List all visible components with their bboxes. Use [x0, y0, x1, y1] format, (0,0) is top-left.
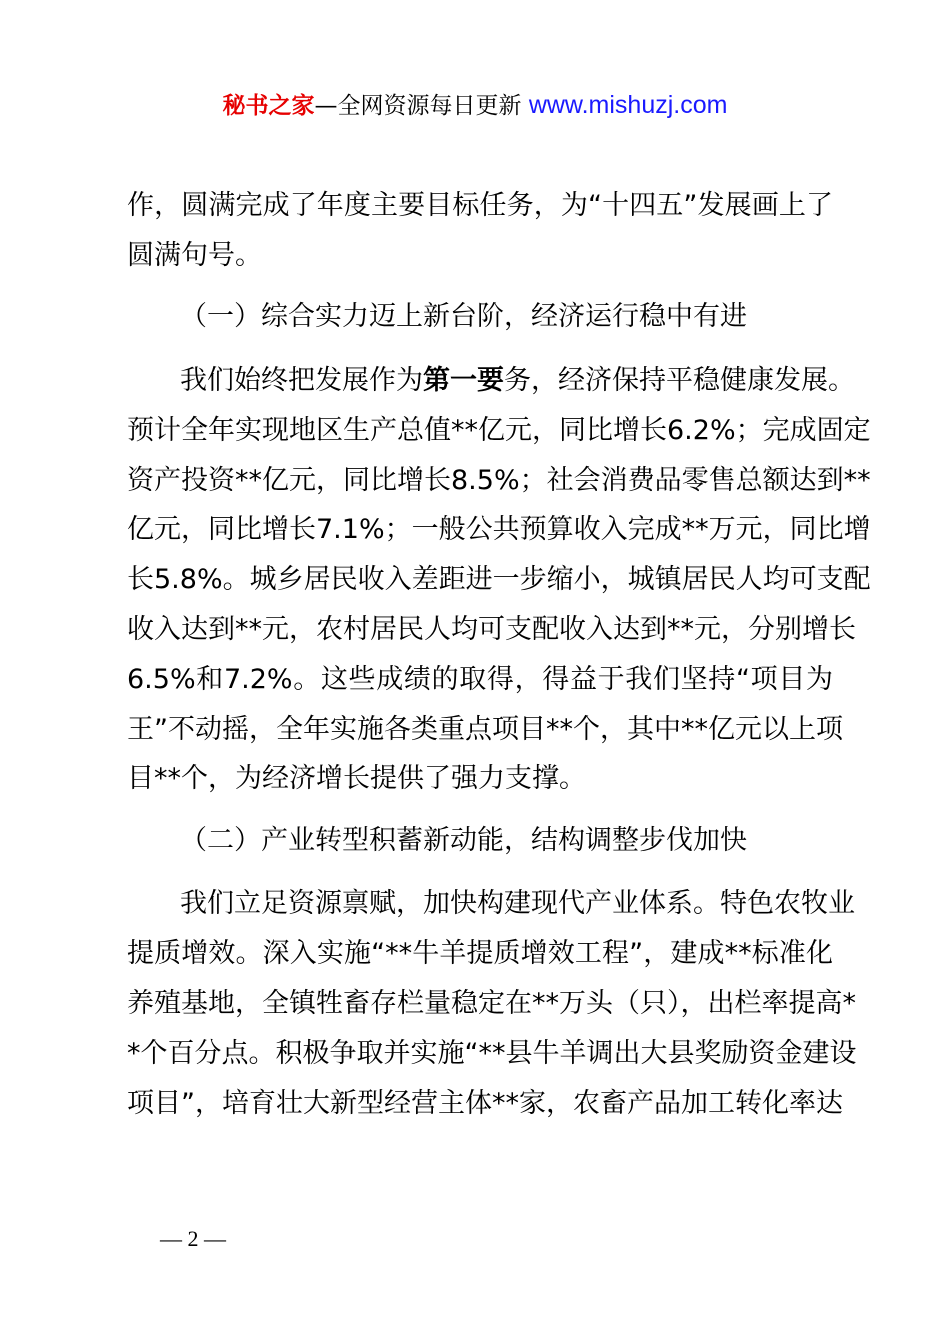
body-line: 6.5%和7.2%。这些成绩的取得，得益于我们坚持“项目为: [127, 664, 833, 695]
bold-emphasis: 第一要: [423, 365, 504, 396]
site-header: [0, 88, 950, 123]
body-line: 预计全年实现地区生产总值**亿元，同比增长6.2%；完成固定: [127, 415, 871, 446]
body-line: 提质增效。深入实施“**牛羊提质增效工程”，建成**标准化: [127, 938, 833, 969]
body-line: 长5.8%。城乡居民收入差距进一步缩小，城镇居民人均可支配: [127, 564, 871, 595]
body-line: 养殖基地，全镇牲畜存栏量稳定在**万头（只），出栏率提高*: [127, 988, 856, 1019]
section-heading-1: （一）综合实力迈上新台阶，经济运行稳中有进: [180, 301, 747, 332]
brand-name: 秘书之家: [222, 93, 315, 119]
body-line: 我们立足资源禀赋，加快构建现代产业体系。特色农牧业: [180, 888, 855, 919]
body-line: 王”不动摇，全年实施各类重点项目**个，其中**亿元以上项: [127, 714, 843, 745]
body-line: 作，圆满完成了年度主要目标任务，为“十四五”发展画上了: [127, 190, 833, 221]
body-line: 资产投资**亿元，同比增长8.5%；社会消费品零售总额达到**: [127, 465, 871, 496]
header-tagline: —全网资源每日更新: [314, 93, 529, 119]
body-line: 项目”，培育壮大新型经营主体**家，农畜产品加工转化率达: [127, 1088, 843, 1119]
page-number: — 2 —: [160, 1226, 226, 1251]
body-line: 亿元，同比增长7.1%；一般公共预算收入完成**万元，同比增: [127, 514, 871, 545]
section-heading-2: （二）产业转型积蓄新动能，结构调整步伐加快: [180, 825, 747, 856]
body-line: 圆满句号。: [127, 240, 262, 271]
site-url-link[interactable]: www.mishuzj.com: [528, 91, 728, 119]
body-line: 目**个，为经济增长提供了强力支撑。: [127, 763, 586, 794]
body-line: 我们始终把发展作为第一要务，经济保持平稳健康发展。: [180, 365, 855, 396]
body-line: 收入达到**元，农村居民人均可支配收入达到**元，分别增长: [127, 614, 856, 645]
body-line: *个百分点。积极争取并实施“**县牛羊调出大县奖励资金建设: [127, 1038, 857, 1069]
